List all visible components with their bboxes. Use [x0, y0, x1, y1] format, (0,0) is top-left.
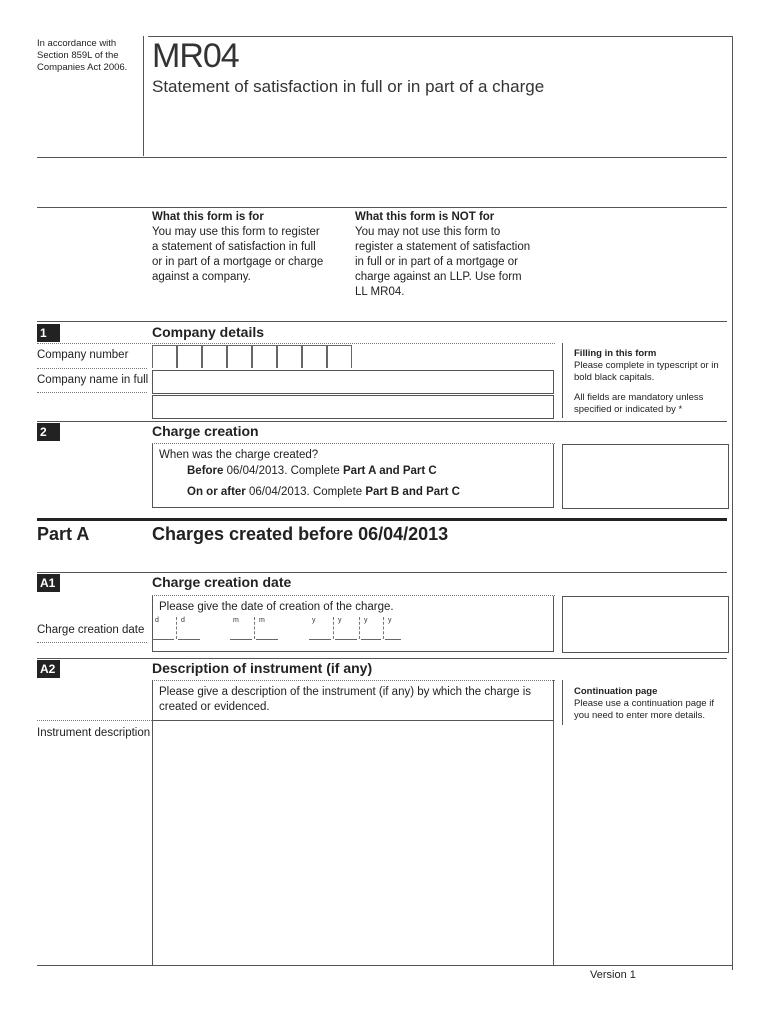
sectionA2-rule	[37, 658, 727, 659]
part-a-label: Part A	[37, 524, 90, 544]
company-name-underline	[37, 392, 147, 393]
section2-rule	[37, 421, 727, 422]
page-right-border	[732, 36, 733, 970]
section2-sidebar-box	[562, 444, 729, 509]
date-day-1[interactable]: d	[152, 617, 174, 640]
intro-for-block: What this form is for You may use this form to register a statement of satisfaction in full or in part of a mortgage or charge against a company.	[152, 210, 342, 285]
sectionA1-badge: A1	[37, 574, 60, 592]
sectionA2-right-edge	[553, 680, 554, 720]
sidebar-heading: Filling in this form	[574, 348, 657, 359]
sectionA1-title: Charge creation date	[152, 574, 292, 590]
intro-not-for-heading: What this form is NOT for	[355, 211, 495, 223]
footer-rule	[37, 965, 733, 966]
charge-creation-question: When was the charge created?	[159, 449, 319, 461]
charge-date-underline	[37, 642, 147, 643]
sectionA1-rule	[37, 572, 727, 573]
sectionA2-instruction: Please give a description of the instrument (if any) by which the charge is created or evidenced.	[159, 686, 532, 713]
company-name-label: Company name in full	[37, 374, 149, 386]
date-month-2[interactable]: m	[256, 617, 278, 640]
company-number-underline	[37, 368, 147, 369]
intro-not-for-block: What this form is NOT for You may not use this form to register a statement of satisfaction in full or in part of a mortgage or charge against an LLP. Use form LL MR04.	[355, 210, 555, 300]
date-year-4[interactable]: y	[385, 617, 401, 640]
sectionA1-sidebar-box	[562, 596, 729, 653]
company-number-input[interactable]	[152, 345, 350, 369]
intro-top-rule	[37, 207, 727, 208]
option-before[interactable]: Before 06/04/2013. Complete Part A and Part C	[187, 465, 437, 477]
date-day-2[interactable]: d	[178, 617, 200, 640]
instrument-label-topline	[37, 720, 152, 721]
sectionA1-instruction: Please give the date of creation of the charge.	[159, 601, 394, 613]
section1-rule	[37, 321, 727, 322]
section2-badge: 2	[37, 423, 60, 441]
instrument-description-label: Instrument description	[37, 727, 151, 739]
part-a-title: Charges created before 06/04/2013	[152, 524, 449, 544]
charge-creation-date-label: Charge creation date	[37, 624, 145, 636]
company-name-input-line1[interactable]	[152, 370, 554, 394]
form-title: Statement of satisfaction in full or in part of a charge	[152, 77, 545, 96]
section2-title: Charge creation	[152, 423, 259, 439]
date-year-2[interactable]: y	[335, 617, 357, 640]
section1-title: Company details	[152, 324, 265, 340]
date-year-1[interactable]: y	[309, 617, 331, 640]
part-a-rule	[37, 518, 727, 521]
legal-reference: In accordance with Section 859L of the Companies Act 2006.	[37, 38, 128, 73]
date-month-1[interactable]: m	[230, 617, 252, 640]
section1-sidebar-divider	[562, 343, 563, 418]
section1-badge: 1	[37, 324, 60, 342]
form-code: MR04	[152, 37, 239, 75]
sectionA2-sidebar: Continuation page Please use a continuation page if you need to enter more details.	[574, 686, 729, 722]
company-number-label: Company number	[37, 349, 129, 361]
sectionA2-badge: A2	[37, 660, 60, 678]
version-label: Version 1	[590, 969, 636, 981]
sectionA2-left-edge	[152, 680, 153, 720]
intro-for-heading: What this form is for	[152, 211, 264, 223]
option-on-or-after[interactable]: On or after 06/04/2013. Complete Part B and Part C	[187, 486, 460, 498]
sectionA2-sub-rule	[152, 680, 555, 681]
header-bottom-rule	[37, 157, 727, 158]
date-year-3[interactable]: y	[361, 617, 381, 640]
section1-sidebar: Filling in this form Please complete in typescript or in bold black capitals. All fields are mandatory unless specified or indicated by *	[574, 348, 729, 416]
instrument-description-input[interactable]	[152, 720, 554, 966]
section1-sub-rule	[37, 343, 555, 344]
continuation-heading: Continuation page	[574, 686, 658, 697]
header-divider	[143, 36, 144, 156]
company-name-input-line2[interactable]	[152, 395, 554, 419]
charge-creation-date-input[interactable]	[152, 617, 402, 641]
sectionA2-sidebar-divider	[562, 680, 563, 725]
sectionA2-title: Description of instrument (if any)	[152, 660, 373, 676]
